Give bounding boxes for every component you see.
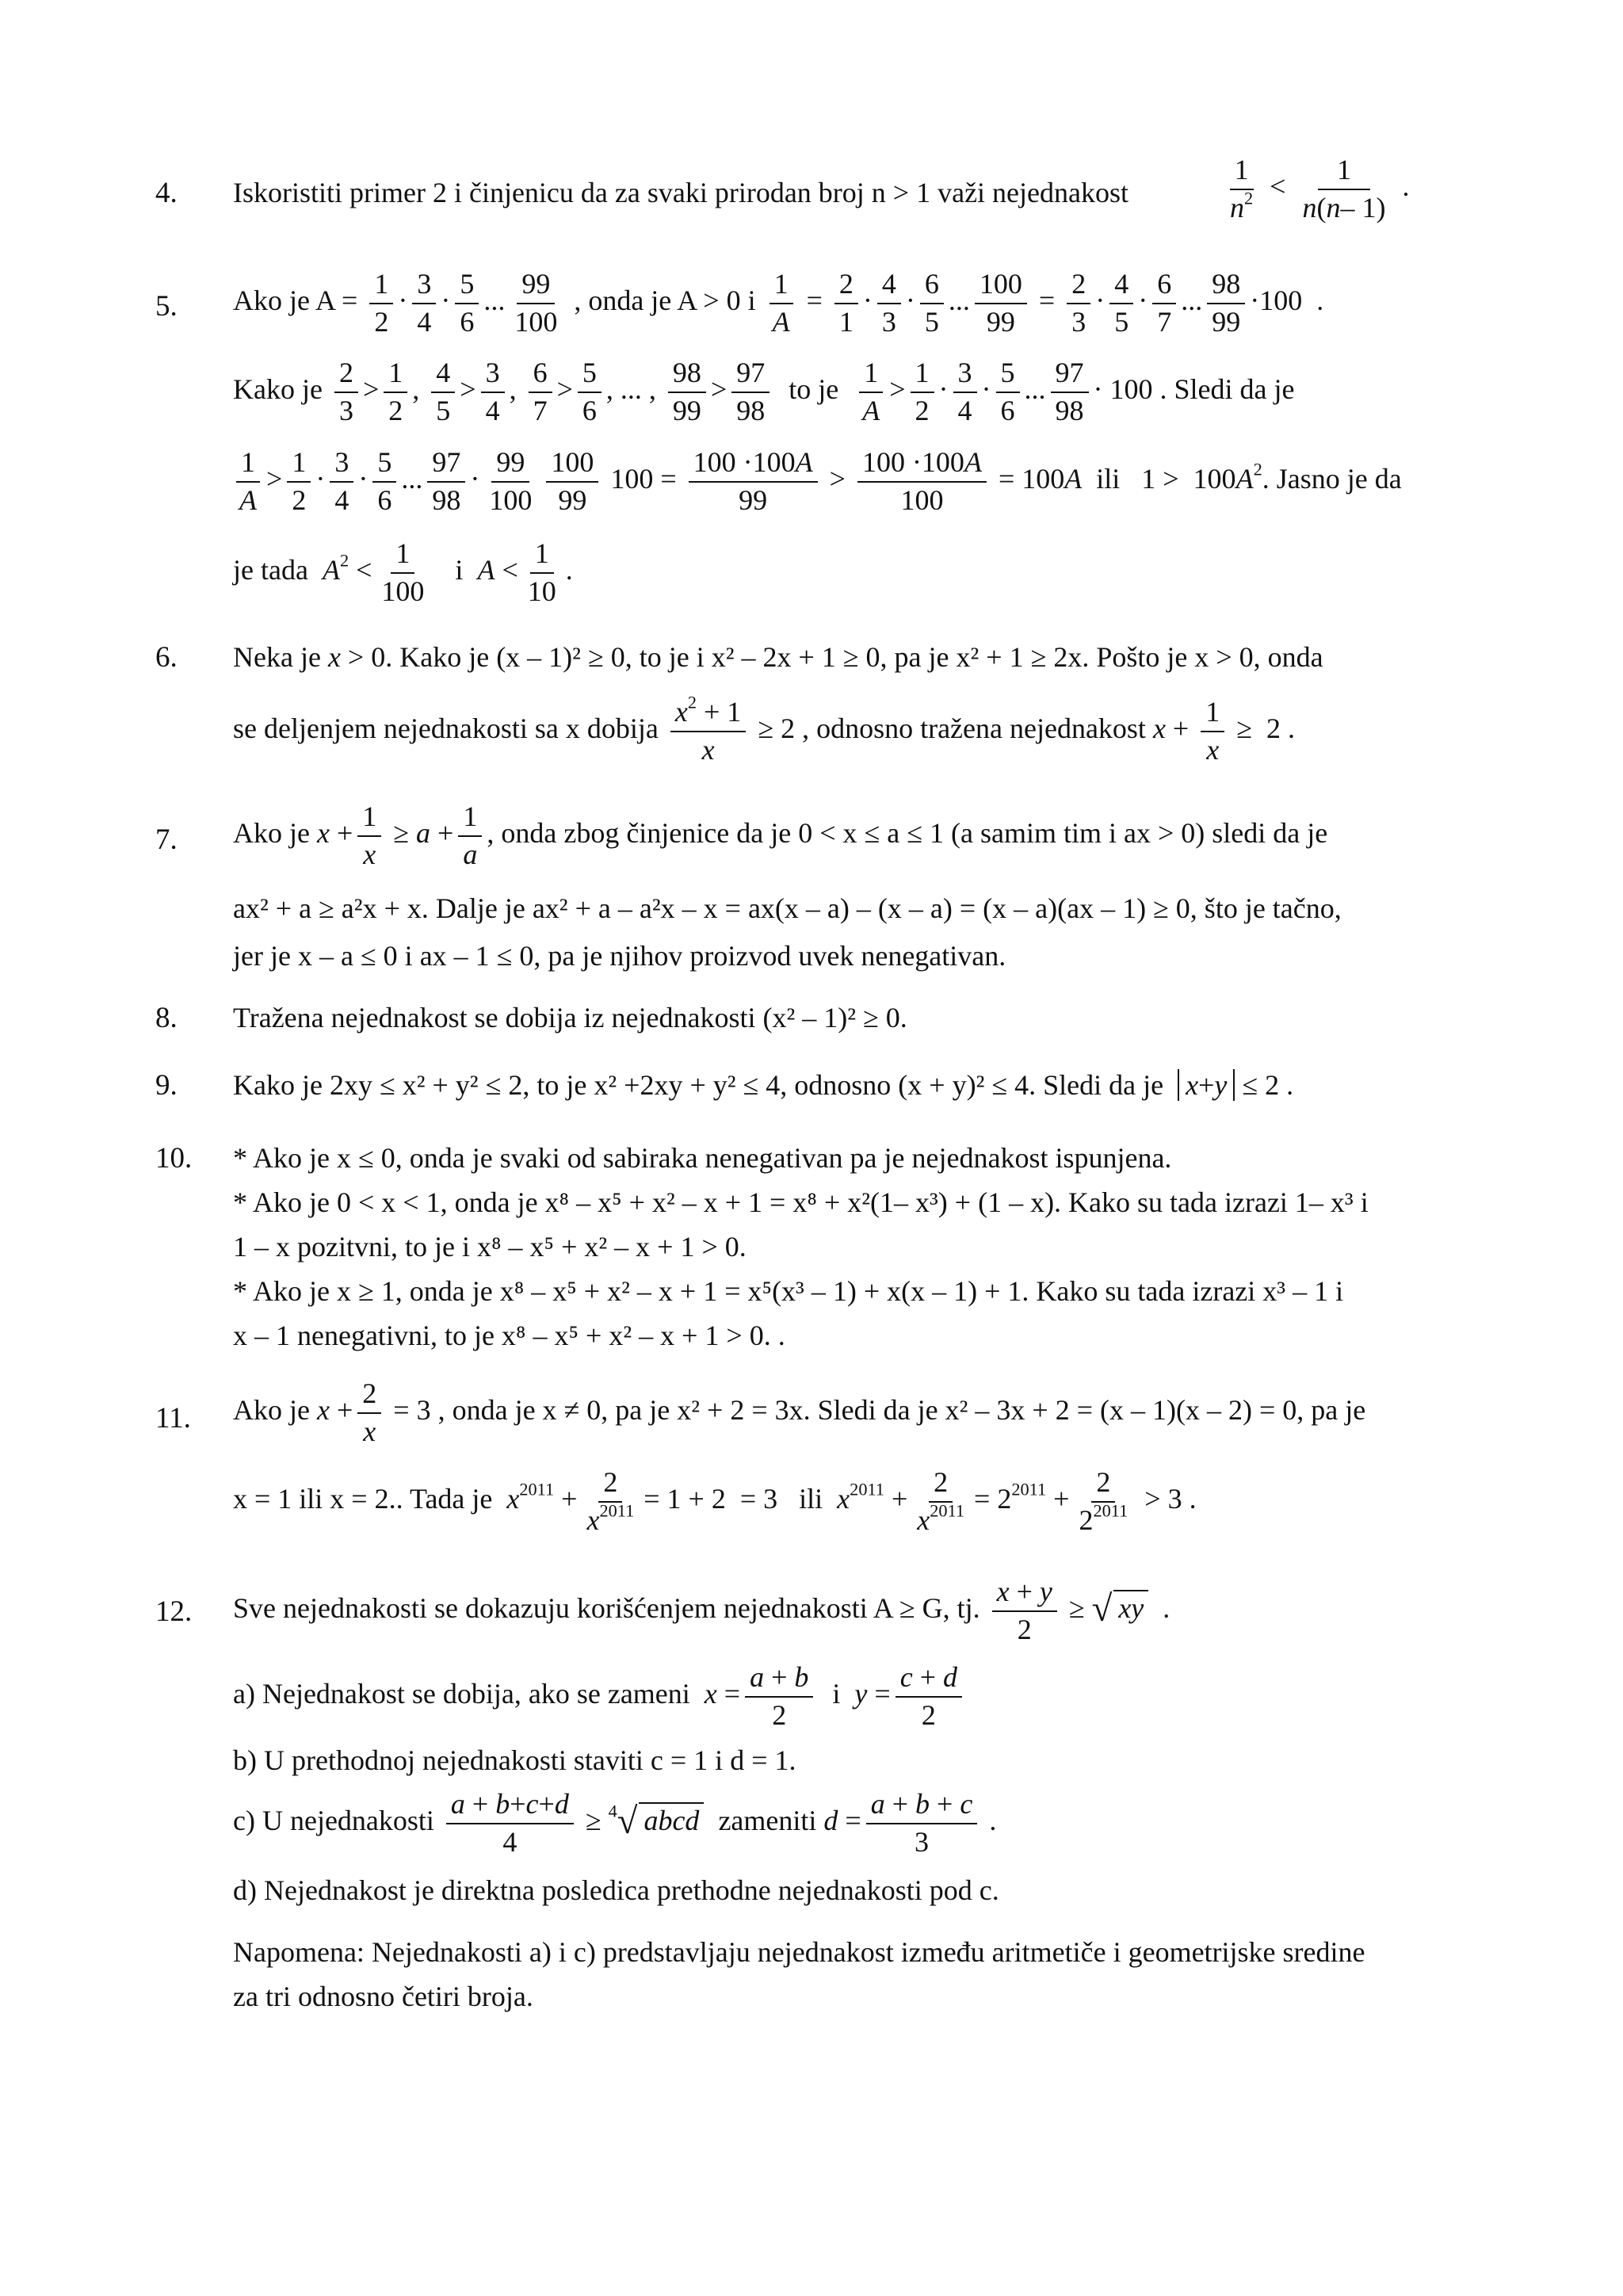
item-12-line-1: Sve nejednakosti se dokazuju korišćenjem nejednakosti A ≥ G, tj. $\frac{x + y}{2}$ ≥ √ xy . <box>233 1576 1170 1645</box>
item-10-line-4: * Ako je x ≥ 1, onda je x⁸ – x⁵ + x² – x + 1 = x⁵(x³ – 1) + x(x – 1) + 1. Kako su tada izrazi x³ – 1 i <box>233 1275 1344 1307</box>
item-11-line-2: x = 1 ili x = 2.. Tada je $x^{2011}$ + $\frac{2}{x^{2011}}$ = 1 + 2 = 3 ili $x^{2011}$ + $\frac{2}{x^{2011}}$ = $2^{2011}$ + $\frac{2}{2^{2011}}$ > 3 . <box>233 1466 1197 1536</box>
item-10-line-5: x – 1 nenegativni, to je x⁸ – x⁵ + x² – x + 1 > 0. . <box>233 1320 785 1351</box>
item-6-line-1: Neka je x > 0. Kako je (x – 1)² ≥ 0, to je i x² – 2x + 1 ≥ 0, pa je x² + 1 ≥ 2x. Pošto je x > 0, onda <box>233 641 1323 673</box>
item-7-line-2: ax² + a ≥ a²x + x. Dalje je ax² + a – a²x – x = ax(x – a) – (x – a) = (x – a)(ax – 1) ≥ 0, što je tačno, <box>233 892 1342 924</box>
item-12-note-1: Napomena: Nejednakosti a) i c) predstavljaju nejednakost između aritmetiče i geometrijske sredine <box>233 1936 1365 1968</box>
item-4-text: Iskoristiti primer 2 i činjenicu da za svaki prirodan broj n > 1 važi nejednakost <box>233 177 1128 208</box>
item-9-text: Kako je 2xy ≤ x² + y² ≤ 2, to je x² +2xy + y² ≤ 4, odnosno (x + y)² ≤ 4. Sledi da je x+y ≤ 2 . <box>233 1069 1294 1101</box>
item-12-a: a) Nejednakost se dobija, ako se zameni x = $\frac{a + b}{2}$ i y = $\frac{c + d}{2}$ <box>233 1663 967 1731</box>
item-12-d: d) Nejednakost je direktna posledica prethodne nejednakosti pod c. <box>233 1874 999 1906</box>
item-12-c: c) U nejednakosti $\frac{a + b+c+d}{4}$ ≥ $^4$√ abcd zameniti d = $\frac{a + b + c}{3}$ . <box>233 1788 997 1858</box>
item-7-line-3: jer je x – a ≤ 0 i ax – 1 ≤ 0, pa je njihov proizvod uvek nenegativan. <box>233 940 1006 972</box>
item-6-line-2: se deljenjem nejednakosti sa x dobija $\frac{x^2 + 1}{x}$ ≥ 2 , odnosno tražena nejednakost x + $\frac{1}{x}$ ≥ 2 . <box>233 692 1295 766</box>
item-11-line-1: Ako je x + $\frac{2}{x}$ = 3 , onda je x ≠ 0, pa je x² + 2 = 3x. Sledi da je x² – 3x + 2 = (x – 1)(x – 2) = 0, pa je <box>233 1377 1366 1447</box>
item-number: 11. <box>155 1402 191 1435</box>
item-10-line-1: * Ako je x ≤ 0, onda je svaki od sabiraka nenegativan pa je nejednakost ispunjena. <box>233 1142 1172 1174</box>
item-5-line-4: je tada $A^2$ < $\frac{1}{100}$ i A < $\frac{1}{10}$ . <box>233 537 573 607</box>
item-number: 10. <box>155 1142 193 1175</box>
item-number: 8. <box>155 1002 178 1034</box>
item-5-line-1: Ako je A = $\frac{1}{2}$ · $\frac{3}{4}$ · $\frac{5}{6}$ ... $\frac{99}{100}$ , onda je A > 0 i $\frac{1}{A}$ = $\frac{2}{1}$ · $\frac{4}{3}$ · $\frac{6}{5}$ ... $\frac{100}{99}$ = $\frac{2}{3}$ · $\frac{4}{5}$ · $\frac{6}{7}$ ... $\frac{98}{99}$ ·100 . <box>233 268 1324 338</box>
item-number: 5. <box>155 290 178 323</box>
item-number: 9. <box>155 1069 178 1102</box>
item-5-line-2: Kako je $\frac{2}{3}$ > $\frac{1}{2}$ , $\frac{4}{5}$ > $\frac{3}{4}$ , $\frac{6}{7}$ > $\frac{5}{6}$ , ... , $\frac{98}{99}$ > $\frac{97}{98}$ to je $\frac{1}{A}$ > $\frac{1}{2}$ · $\frac{3}{4}$ · $\frac{5}{6}$ ... $\frac{97}{98}$ · 100 . Sledi da je <box>233 357 1295 426</box>
item-10-line-2: * Ako je 0 < x < 1, onda je x⁸ – x⁵ + x² – x + 1 = x⁸ + x²(1– x³) + (1 – x). Kako su tada izrazi 1– x³ i <box>233 1186 1369 1218</box>
item-5-line-3: $\frac{1}{A}$ > $\frac{1}{2}$ · $\frac{3}{4}$ · $\frac{5}{6}$ ... $\frac{97}{98}$ · $\frac{99}{100}$ $\frac{100}{99}$ 100 = $\frac{100 \cdot 100A}{99}$ > $\frac{100 \cdot 100A}{100}$ = 100A ili $1 > 100A^2$. Jasno je da <box>230 448 1402 516</box>
item-12-b: b) U prethodnoj nejednakosti staviti c = 1 i d = 1. <box>233 1744 796 1776</box>
item-10-line-3: 1 – x pozitvni, to je i x⁸ – x⁵ + x² – x + 1 > 0. <box>233 1231 747 1263</box>
item-4-formula: $\frac{1}{n^2}$ < $\frac{1}{n(n- 1)}$ . <box>1230 154 1410 223</box>
item-7-line-1: Ako je x + $\frac{1}{x}$ ≥ a + $\frac{1}{a}$ , onda zbog činjenice da je 0 < x ≤ a ≤ 1 (a samim tim i ax > 0) sledi da je <box>233 800 1328 870</box>
item-number: 6. <box>155 641 178 674</box>
item-number: 4. <box>155 177 178 209</box>
item-number: 7. <box>155 823 178 856</box>
item-number: 12. <box>155 1595 193 1628</box>
item-12-note-2: za tri odnosno četiri broja. <box>233 1981 533 2012</box>
item-8-text: Tražena nejednakost se dobija iz nejednakosti (x² – 1)² ≥ 0. <box>233 1002 907 1033</box>
